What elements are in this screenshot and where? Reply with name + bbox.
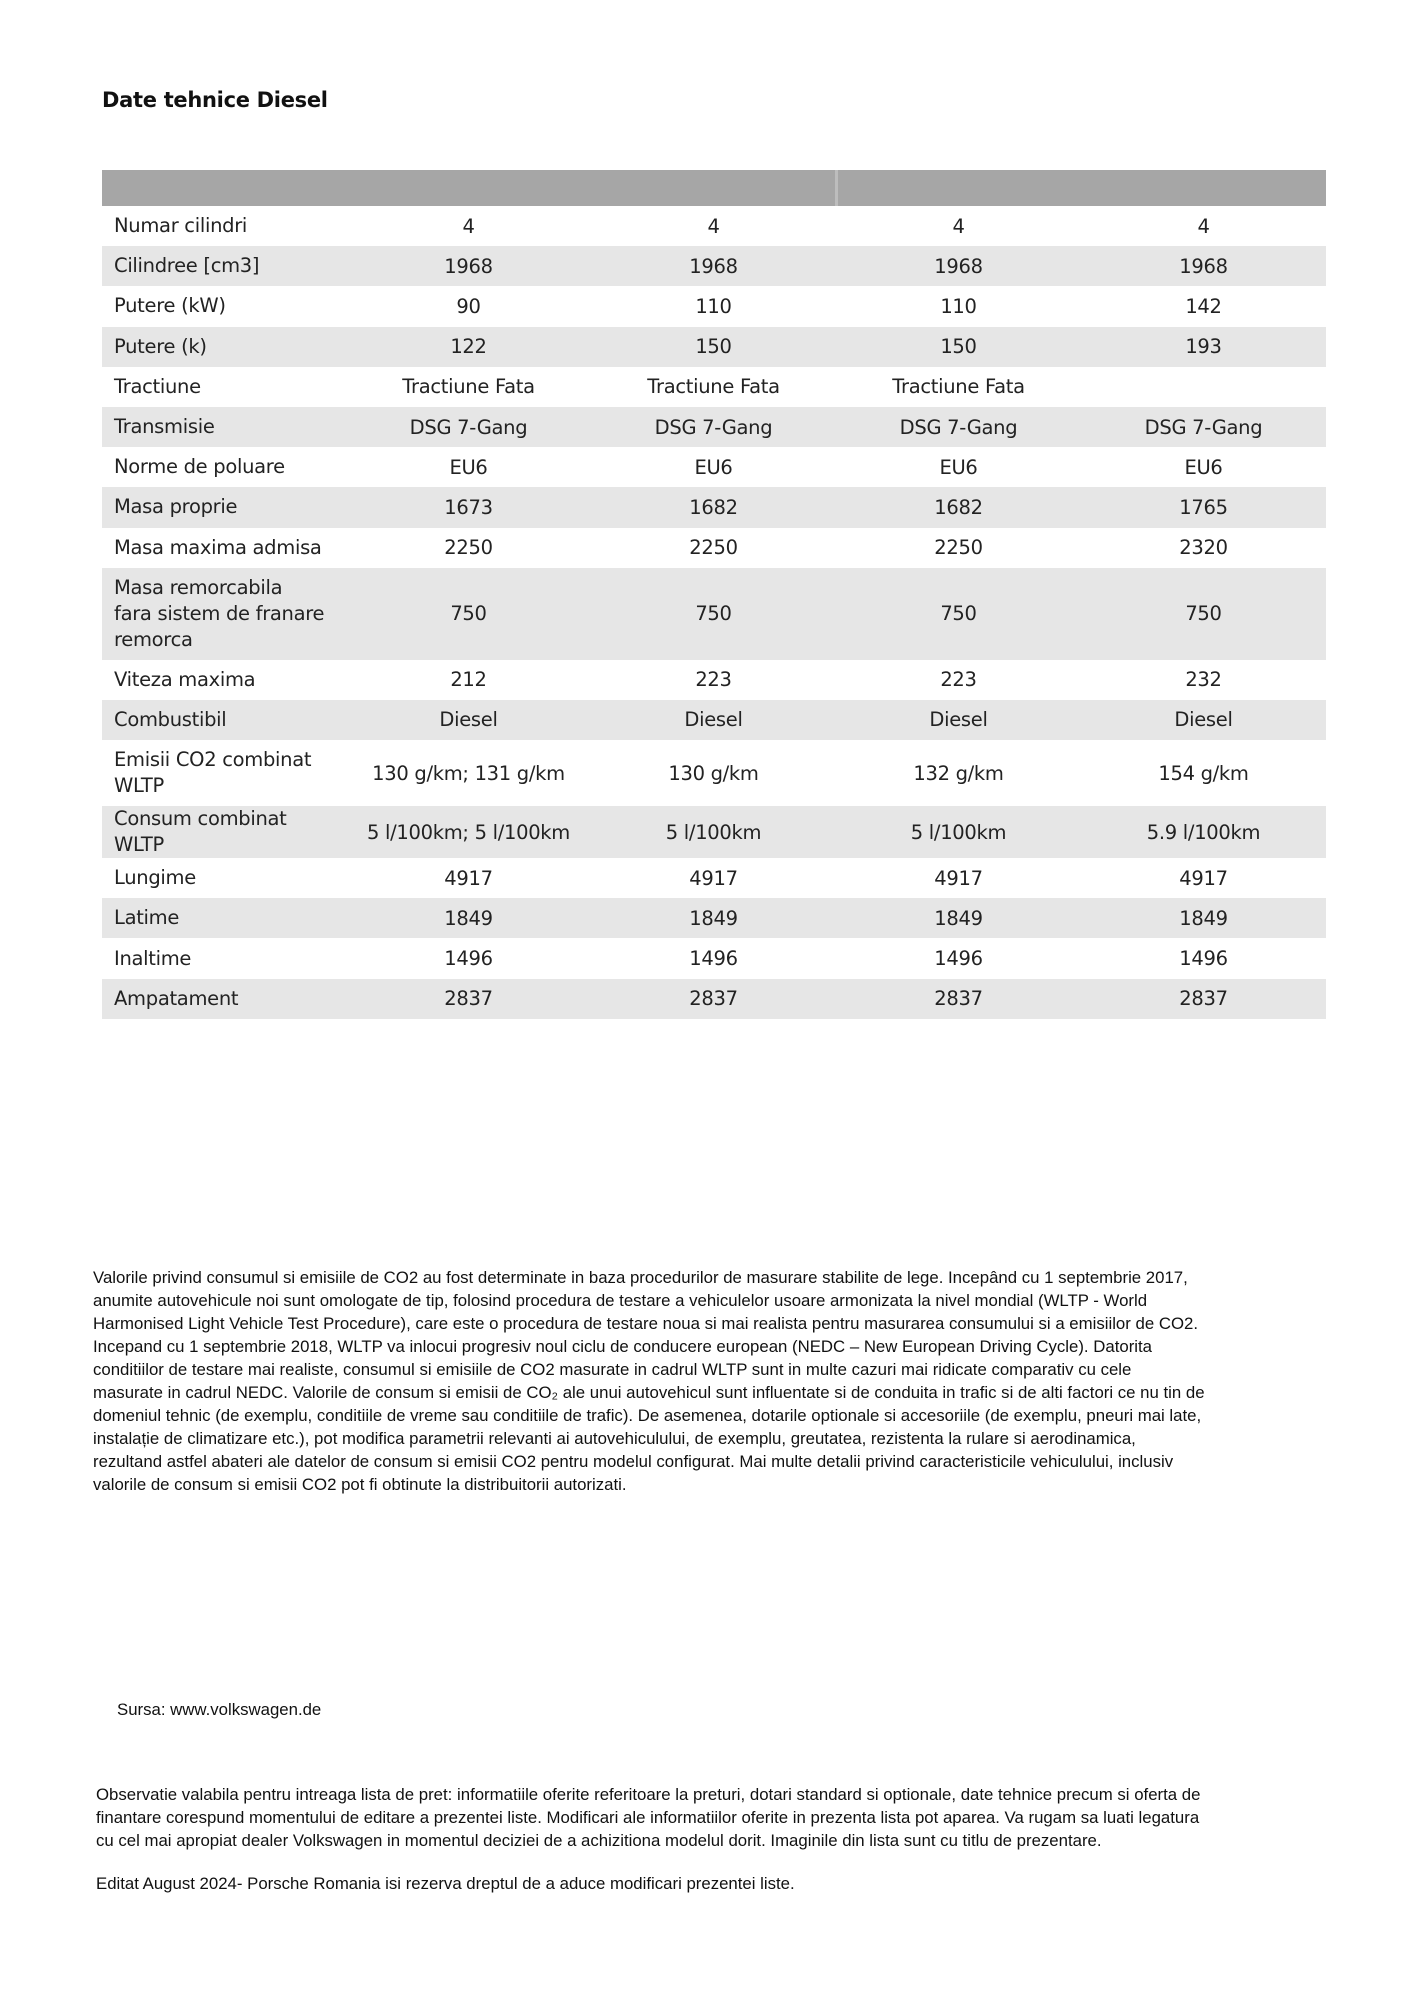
observation-note: Observatie valabila pentru intreaga lista de pret: informatiile oferite referitoare la preturi, dotari standard si optionale, date tehnice precum si oferta de finantare corespund momentului de editare a prezentei liste. Modificari ale informatiilor oferite in prezenta lista pot aparea. Va rugam sa luati legatura cu cel mai apropiat dealer Volkswagen in momentul deciziei de a achizitiona modelul dorit. Imaginile din lista sunt cu titlu de prezentare. bbox=[96, 1785, 1201, 1850]
table-row bbox=[102, 206, 1326, 246]
row-value-4: Diesel bbox=[1081, 700, 1326, 740]
row-value-4: 142 bbox=[1185, 294, 1222, 318]
row-value-4: 154 g/km bbox=[1158, 761, 1249, 785]
row-value-2: 2250 bbox=[689, 536, 738, 560]
row-value-4: 4917 bbox=[1179, 866, 1228, 890]
table-row bbox=[102, 528, 1326, 568]
row-value-4: 1496 bbox=[1179, 947, 1228, 971]
table-row bbox=[102, 740, 1326, 806]
row-label: Putere (kW) bbox=[114, 294, 226, 318]
row-label: Lungime bbox=[114, 866, 196, 890]
row-value-1: 212 bbox=[450, 668, 487, 692]
row-value-4: 5.9 l/100km bbox=[1081, 806, 1326, 858]
table-row bbox=[102, 487, 1326, 527]
row-label: Transmisie bbox=[102, 407, 346, 447]
row-label: Latime bbox=[102, 898, 346, 938]
wltp-notes: Valorile privind consumul si emisiile de CO2 au fost determinate in baza procedurilor de masurare stabilite de lege. Incepând cu 1 septembrie 2017, anumite autovehicule noi sunt omologate de tip, folosind procedura de testare a vehiculelor usoare armonizata la nivel mondial (WLTP - World Harmonised Light Vehicle Test Procedure), care este o procedura de testare noua si mai realista pentru masurarea consumului si a emisiilor de CO2. Incepand cu 1 septembrie 2018, WLTP va inlocui progresiv noul ciclu de conducere european (NEDC – New European Driving Cycle). Datorita conditiilor de testare mai realiste, consumul si emisiile de CO2 masurate in cadrul WLTP sunt in multe cazuri mai ridicate comparativ cu cele masurate in cadrul NEDC. Valorile de consum si emisii de CO₂ ale unui autovehicul sunt influentate si de conduita in trafic si de alti factori ce nu tin de domeniul tehnic (de exemplu, conditiile de vreme sau conditiile de trafic). De asemenea, dotarile optionale si accesoriile (de exemplu, pneuri mai late, instalație de climatizare etc.), pot modifica parametrii relevanti ai autovehiculului, de exemplu, greutatea, rezistenta la rulare si aerodinamica, rezultand astfel abateri ale datelor de consum si emisii CO2 pentru modelul configurat. Mai multe detalii privind caracteristicile vehiculului, inclusiv valorile de consum si emisii CO2 pot fi obtinute la distribuitorii autorizati. bbox=[93, 1268, 1205, 1494]
row-value-2: 1849 bbox=[591, 898, 836, 938]
table-row bbox=[102, 246, 1326, 286]
row-value-4: DSG 7-Gang bbox=[1081, 407, 1326, 447]
spec-table bbox=[102, 170, 1326, 1019]
row-value-1: 2250 bbox=[444, 536, 493, 560]
row-label: Cilindree [cm3] bbox=[102, 246, 346, 286]
row-value-3: 4 bbox=[952, 214, 965, 238]
row-value-3: 132 g/km bbox=[913, 761, 1004, 785]
row-value-3: 1849 bbox=[836, 898, 1081, 938]
row-label: Masa maxima admisa bbox=[114, 535, 322, 559]
table-header-bar bbox=[102, 170, 1326, 206]
row-label: Emisii CO2 combinat WLTP bbox=[114, 748, 312, 798]
row-label: Tractiune bbox=[114, 374, 201, 398]
row-value-4: 1849 bbox=[1081, 898, 1326, 938]
row-label: Viteza maxima bbox=[114, 667, 256, 691]
row-value-2: 223 bbox=[695, 668, 732, 692]
row-label: Norme de poluare bbox=[114, 455, 285, 479]
table-row bbox=[102, 700, 1326, 740]
row-value-3: 1682 bbox=[836, 487, 1081, 527]
row-value-3: 2250 bbox=[934, 536, 983, 560]
row-label: Combustibil bbox=[102, 700, 346, 740]
row-value-3: 150 bbox=[836, 327, 1081, 367]
row-label: Inaltime bbox=[114, 946, 192, 970]
table-row bbox=[102, 286, 1326, 326]
row-value-4: 1765 bbox=[1081, 487, 1326, 527]
row-value-1: 5 l/100km; 5 l/100km bbox=[346, 806, 591, 858]
row-value-4: 750 bbox=[1081, 568, 1326, 660]
table-row bbox=[102, 898, 1326, 938]
page-title: Date tehnice Diesel bbox=[102, 88, 328, 112]
source-line: Sursa: www.volkswagen.de bbox=[117, 1700, 322, 1719]
row-value-3: 2837 bbox=[836, 979, 1081, 1019]
row-value-4: 232 bbox=[1185, 668, 1222, 692]
table-row bbox=[102, 327, 1326, 367]
row-value-1: Diesel bbox=[346, 700, 591, 740]
header-band-left bbox=[102, 170, 836, 206]
row-value-3: 5 l/100km bbox=[836, 806, 1081, 858]
table-row bbox=[102, 806, 1326, 858]
row-value-1: Tractiune Fata bbox=[402, 375, 535, 399]
table-row bbox=[102, 660, 1326, 700]
row-value-2: 130 g/km bbox=[668, 761, 759, 785]
row-value-1: 2837 bbox=[346, 979, 591, 1019]
row-label: Numar cilindri bbox=[114, 214, 248, 238]
row-value-1: 1673 bbox=[346, 487, 591, 527]
header-band-right bbox=[836, 170, 1326, 206]
table-row bbox=[102, 858, 1326, 898]
row-value-3: Diesel bbox=[836, 700, 1081, 740]
row-value-2: 2837 bbox=[591, 979, 836, 1019]
table-row bbox=[102, 979, 1326, 1019]
row-value-3: DSG 7-Gang bbox=[836, 407, 1081, 447]
row-value-2: Diesel bbox=[591, 700, 836, 740]
row-value-4: 2837 bbox=[1081, 979, 1326, 1019]
row-value-2: 4 bbox=[707, 214, 720, 238]
row-value-4 bbox=[1081, 367, 1326, 407]
row-value-1: 1968 bbox=[346, 246, 591, 286]
row-value-2: 1682 bbox=[591, 487, 836, 527]
row-value-1: 4917 bbox=[444, 866, 493, 890]
row-value-2: 4917 bbox=[689, 866, 738, 890]
row-value-1: 90 bbox=[456, 294, 481, 318]
row-value-1: 122 bbox=[346, 327, 591, 367]
table-row bbox=[102, 568, 1326, 660]
row-value-2: 5 l/100km bbox=[591, 806, 836, 858]
row-label: Putere (k) bbox=[102, 327, 346, 367]
row-label: Consum combinat WLTP bbox=[102, 806, 346, 858]
row-value-3: 4917 bbox=[934, 866, 983, 890]
table-row bbox=[102, 367, 1326, 407]
row-value-4: 193 bbox=[1081, 327, 1326, 367]
row-value-3: 1496 bbox=[934, 947, 983, 971]
row-value-1: EU6 bbox=[449, 455, 488, 479]
row-value-1: 750 bbox=[346, 568, 591, 660]
edited-note: Editat August 2024- Porsche Romania isi rezerva dreptul de a aduce modificari prezentei liste. bbox=[96, 1874, 795, 1893]
row-value-1: DSG 7-Gang bbox=[346, 407, 591, 447]
row-value-3: EU6 bbox=[939, 455, 978, 479]
row-value-2: 1968 bbox=[591, 246, 836, 286]
row-value-2: Tractiune Fata bbox=[647, 375, 780, 399]
row-value-2: 150 bbox=[591, 327, 836, 367]
row-label: Masa remorcabila fara sistem de franare remorca bbox=[102, 568, 346, 660]
row-value-4: 2320 bbox=[1179, 536, 1228, 560]
row-value-3: 1968 bbox=[836, 246, 1081, 286]
row-value-1: 4 bbox=[462, 214, 475, 238]
row-value-1: 130 g/km; 131 g/km bbox=[372, 761, 565, 785]
row-label: Ampatament bbox=[102, 979, 346, 1019]
row-value-4: 1968 bbox=[1081, 246, 1326, 286]
row-value-2: 750 bbox=[591, 568, 836, 660]
row-value-3: Tractiune Fata bbox=[892, 375, 1025, 399]
row-value-2: 110 bbox=[695, 294, 732, 318]
row-value-3: 750 bbox=[836, 568, 1081, 660]
row-value-3: 223 bbox=[940, 668, 977, 692]
row-label: Masa proprie bbox=[102, 487, 346, 527]
row-value-2: EU6 bbox=[694, 455, 733, 479]
row-value-2: DSG 7-Gang bbox=[591, 407, 836, 447]
row-value-3: 110 bbox=[940, 294, 977, 318]
row-value-1: 1496 bbox=[444, 947, 493, 971]
table-row bbox=[102, 447, 1326, 487]
row-value-1: 1849 bbox=[346, 898, 591, 938]
table-row bbox=[102, 938, 1326, 978]
row-value-2: 1496 bbox=[689, 947, 738, 971]
table-row bbox=[102, 407, 1326, 447]
row-value-4: EU6 bbox=[1184, 455, 1223, 479]
row-value-4: 4 bbox=[1197, 214, 1210, 238]
